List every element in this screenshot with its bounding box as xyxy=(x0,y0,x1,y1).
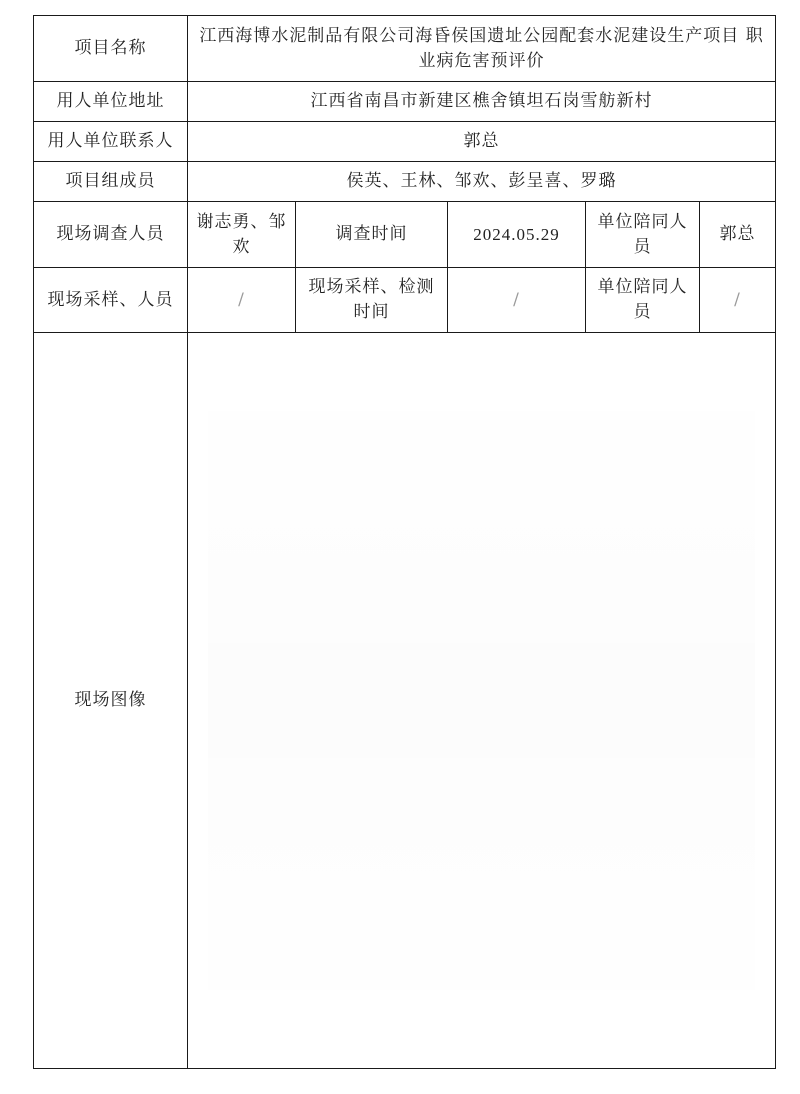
employer-address-value: 江西省南昌市新建区樵舍镇坦石岗雪舫新村 xyxy=(188,82,776,122)
evaluation-info-table xyxy=(33,15,776,1069)
project-members-label: 项目组成员 xyxy=(34,162,188,202)
project-members-row xyxy=(34,162,776,202)
survey-time-value: 2024.05.29 xyxy=(448,202,586,268)
project-name-label: 项目名称 xyxy=(34,16,188,82)
survey-escort-label: 单位陪同人员 xyxy=(586,202,700,268)
project-name-row xyxy=(34,16,776,82)
employer-contact-row xyxy=(34,122,776,162)
site-sampling-row xyxy=(34,268,776,333)
site-image-placeholder xyxy=(208,353,755,1048)
site-sampling-staff: / xyxy=(188,268,296,333)
survey-escort-value: 郭总 xyxy=(700,202,776,268)
site-sampling-label: 现场采样、人员 xyxy=(34,268,188,333)
site-images-row xyxy=(34,333,776,1069)
employer-address-row xyxy=(34,82,776,122)
sampling-time-value: / xyxy=(448,268,586,333)
site-survey-label: 现场调查人员 xyxy=(34,202,188,268)
site-images-label: 现场图像 xyxy=(34,333,188,1069)
site-survey-staff: 谢志勇、邹欢 xyxy=(188,202,296,268)
employer-contact-label: 用人单位联系人 xyxy=(34,122,188,162)
project-name-value: 江西海博水泥制品有限公司海昏侯国遗址公园配套水泥建设生产项目 职业病危害预评价 xyxy=(188,16,776,82)
sampling-escort-value: / xyxy=(700,268,776,333)
sampling-time-label: 现场采样、检测时间 xyxy=(296,268,448,333)
employer-contact-value: 郭总 xyxy=(188,122,776,162)
employer-address-label: 用人单位地址 xyxy=(34,82,188,122)
project-members-value: 侯英、王林、邹欢、彭呈喜、罗璐 xyxy=(188,162,776,202)
sampling-escort-label: 单位陪同人员 xyxy=(586,268,700,333)
site-survey-row xyxy=(34,202,776,268)
survey-time-label: 调查时间 xyxy=(296,202,448,268)
site-images-area xyxy=(188,333,776,1069)
